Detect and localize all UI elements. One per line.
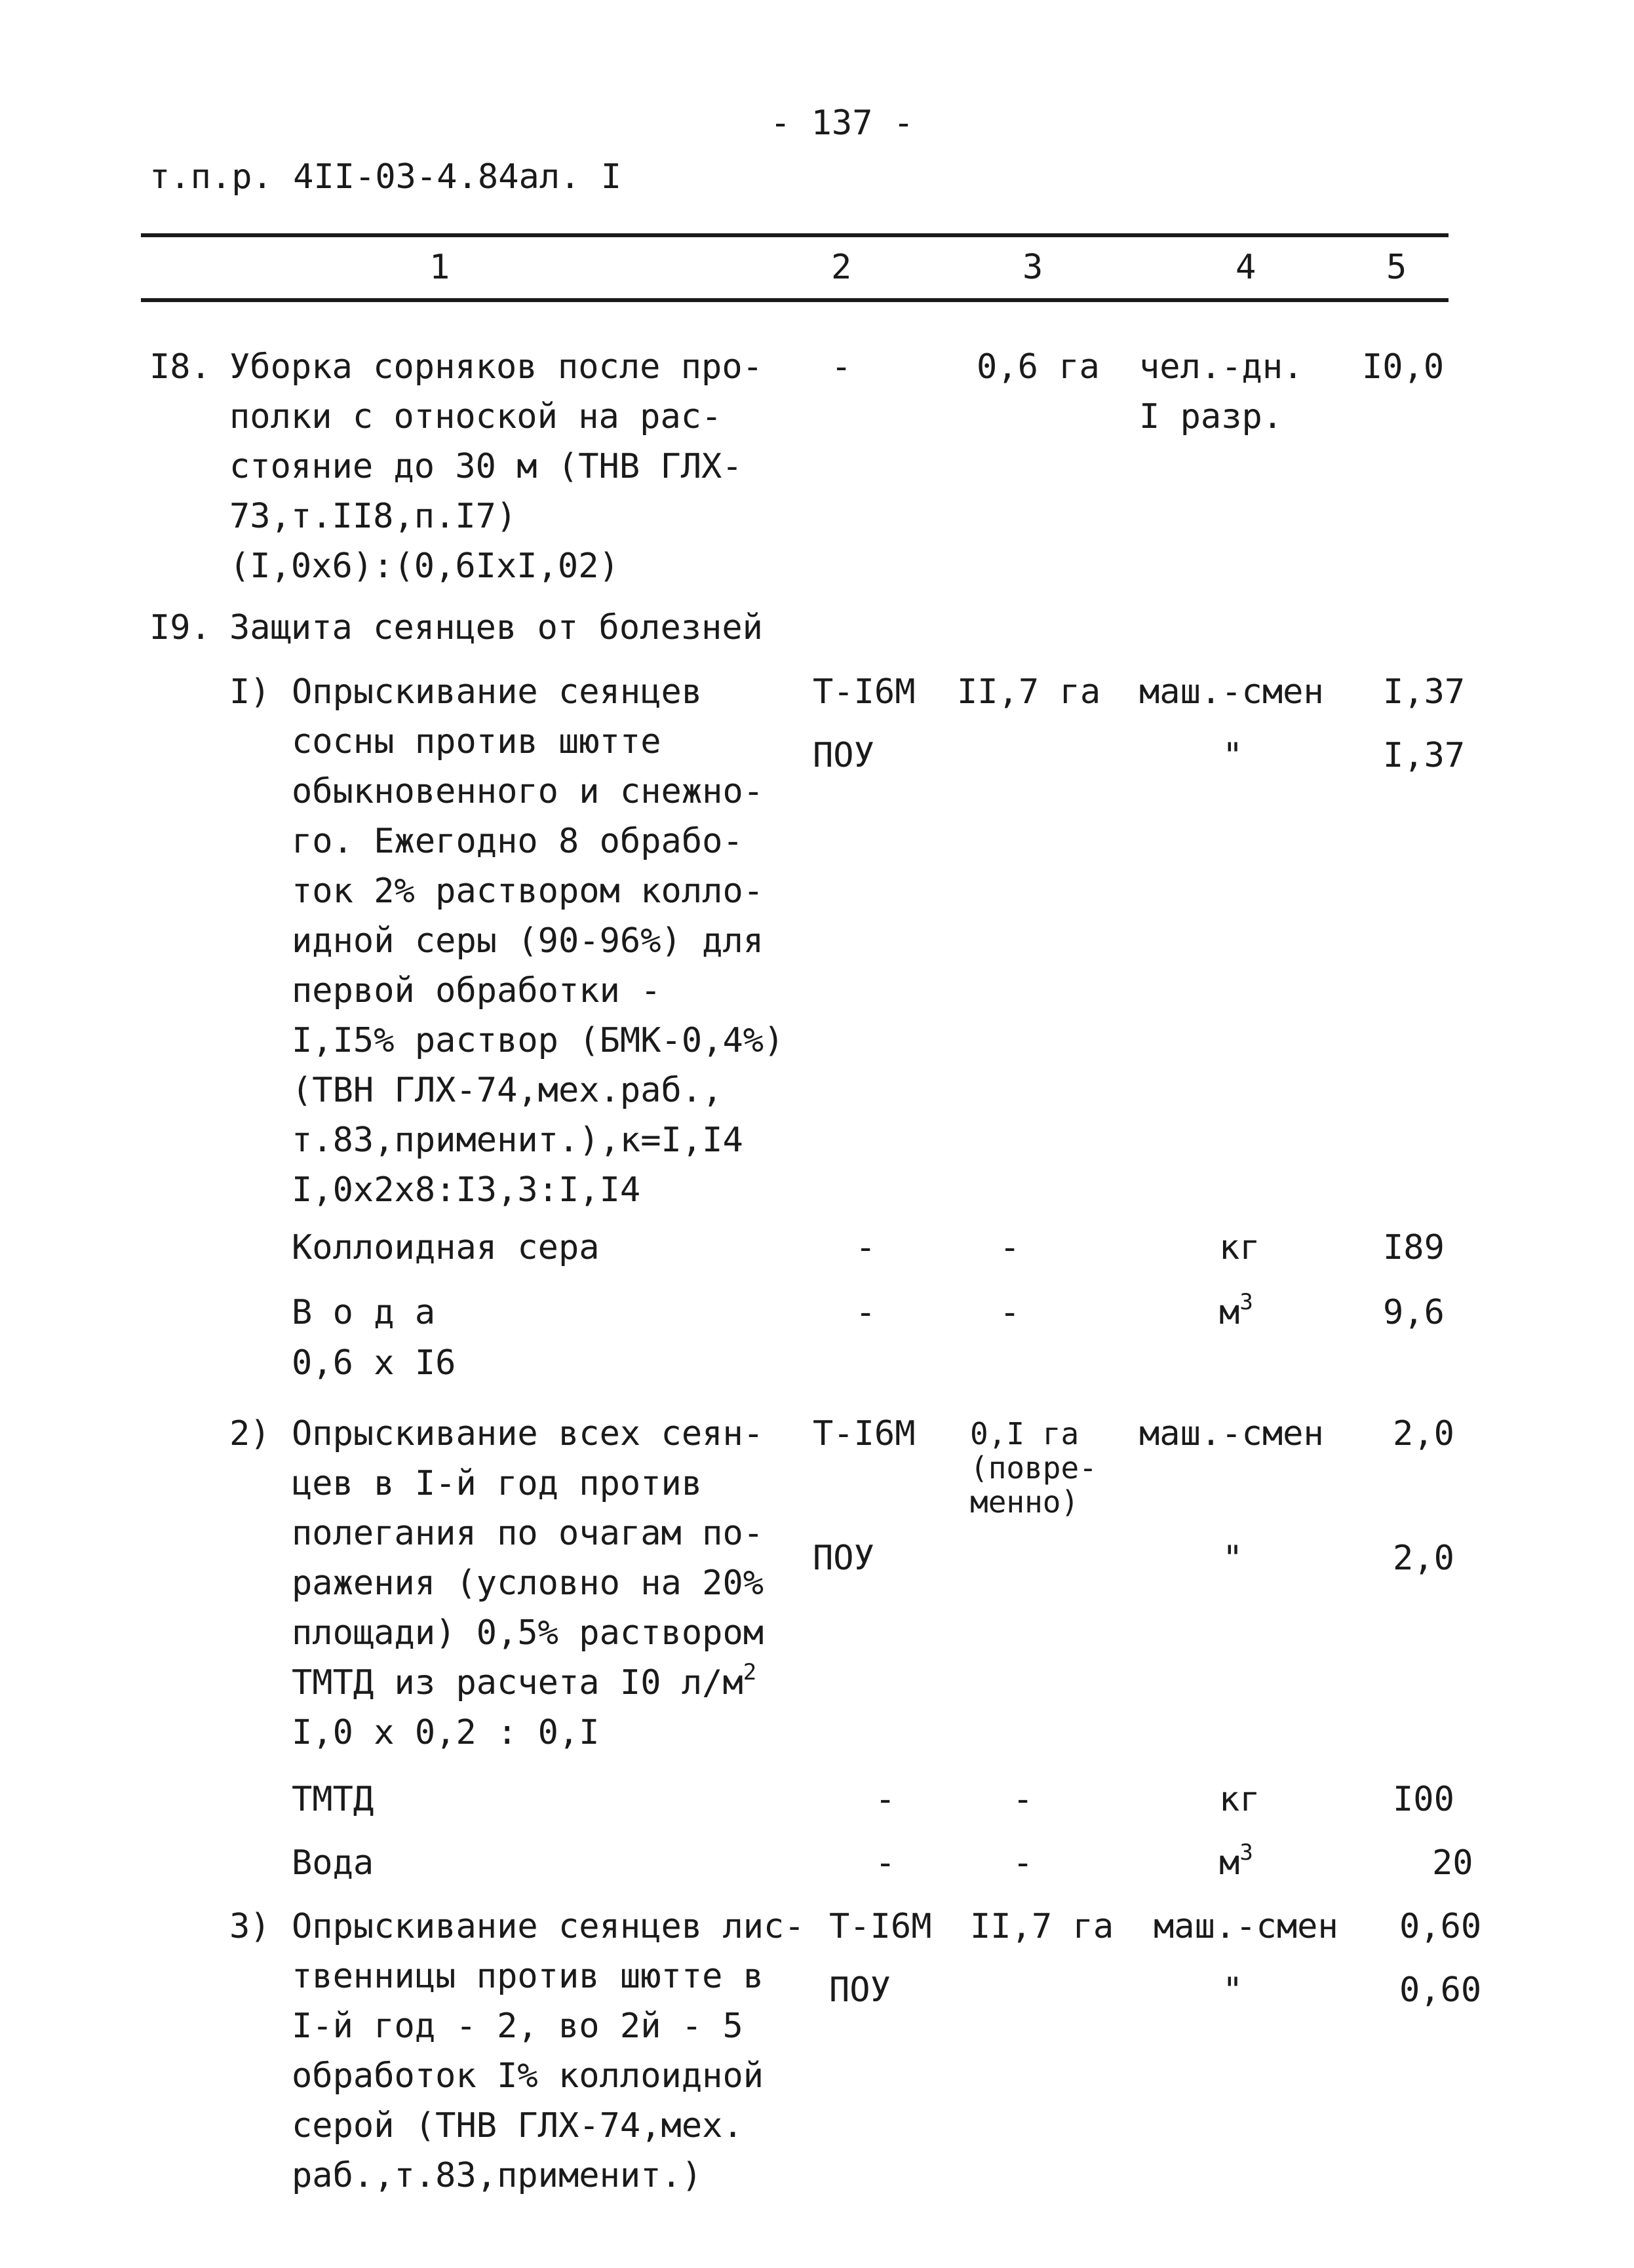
row-col3: 0,6 га: [977, 347, 1100, 387]
table-header-rule: [141, 298, 1449, 302]
unit-superscript: 3: [1239, 1839, 1253, 1866]
row-description: [292, 1409, 764, 1708]
row-number: I): [229, 672, 271, 712]
row-col4-unit: маш.-смен: [1139, 1414, 1324, 1453]
row-col4-ditto: ": [1222, 736, 1243, 775]
row-value: I00: [1393, 1780, 1454, 1819]
row-col2-machine: Т-I6М: [813, 1414, 916, 1453]
row-unit: кг: [1219, 1780, 1260, 1819]
row-col3: -: [1013, 1780, 1034, 1819]
material-label: В о д а: [292, 1293, 436, 1332]
column-header-4: 4: [1235, 248, 1256, 287]
row-col3: II,7 га: [970, 1907, 1114, 1946]
row-col5-a: I,37: [1383, 672, 1466, 712]
material-label: ТМТД: [292, 1780, 374, 1819]
row-col5-a: 2,0: [1393, 1414, 1454, 1453]
row-col2: -: [855, 1293, 876, 1332]
row-col3: -: [1000, 1228, 1021, 1267]
row-col2: -: [831, 347, 852, 387]
row-col2-equipment: ПОУ: [813, 1539, 874, 1578]
unit-base: м: [1219, 1843, 1240, 1883]
column-header-3: 3: [1022, 248, 1043, 287]
row-unit: кг: [1219, 1228, 1260, 1267]
row-col2-machine: Т-I6М: [813, 672, 916, 712]
row-col4-unit: маш.-смен: [1139, 672, 1324, 712]
row-description: Опрыскивание сеянцев лис- твенницы против шютте в I-й год - 2, во 2й - 5 обработок I% коллоидной серой (ТНВ ГЛХ-74,мех. раб.,т.83,применит.): [292, 1907, 805, 2195]
row-number: I9.: [149, 608, 211, 647]
material-label: Вода: [292, 1843, 374, 1883]
row-col5-b: 2,0: [1393, 1539, 1454, 1578]
row-number: I8.: [149, 347, 211, 387]
material-label: Коллоидная сера: [292, 1228, 600, 1267]
row-col3: 0,I га (повре- менно): [970, 1416, 1097, 1520]
unit-superscript: 3: [1239, 1289, 1253, 1315]
row-col4-ditto: ": [1222, 1970, 1243, 2010]
document-reference: т.п.р. 4II-03-4.84ал. I: [149, 157, 622, 197]
row-col5: I0,0: [1362, 347, 1445, 387]
row-col4: чел.-дн. I разр.: [1139, 347, 1304, 436]
row-unit: [1219, 1288, 1253, 1337]
row-col3: -: [1000, 1293, 1021, 1332]
row-col2: -: [875, 1780, 896, 1819]
row-description: Опрыскивание сеянцев сосны против шютте обыкновенного и снежно- го. Ежегодно 8 обрабо- ток 2% раствором колло- идной серы (90-96%) для первой обработки - I,I5% раствор (БМК-0,4%) (ТВН ГЛХ-74,мех.раб., т.83,применит.),к=I,I4 I,0x2x8:I3,3:I,I4: [292, 672, 785, 1210]
row-value: 20: [1432, 1843, 1473, 1883]
page-number: - 137 -: [770, 104, 914, 143]
row-col3: II,7 га: [957, 672, 1101, 712]
column-header-2: 2: [831, 248, 852, 287]
row-number: 3): [229, 1907, 271, 1946]
row-col4-ditto: ": [1222, 1539, 1243, 1578]
row-formula: I,0 x 0,2 : 0,I: [292, 1713, 600, 1752]
table-top-rule: [141, 233, 1449, 237]
row-col5-a: 0,60: [1399, 1907, 1482, 1946]
row-col2: -: [855, 1228, 876, 1267]
column-header-1: 1: [429, 248, 450, 287]
row-col5-b: 0,60: [1399, 1970, 1482, 2010]
row-number: 2): [229, 1414, 271, 1453]
row-col2-equipment: ПОУ: [813, 736, 874, 775]
row-col4-unit: маш.-смен: [1154, 1907, 1338, 1946]
row-value: I89: [1383, 1228, 1445, 1267]
row-col3: -: [1013, 1843, 1034, 1883]
row-col2-machine: Т-I6М: [829, 1907, 932, 1946]
row-description: Уборка сорняков после про- полки с отноской на рас- стояние до 30 м (ТНВ ГЛХ- 73,т.II8,п.I7) (I,0x6):(0,6IxI,02): [229, 347, 763, 586]
row-col2: -: [875, 1843, 896, 1883]
row-unit: [1219, 1838, 1253, 1888]
description-text: Опрыскивание всех сеян- цев в I-й год против полегания по очагам по- ражения (условно на 20% площади) 0,5% раствором ТМТД из расчета I0 л/м: [292, 1414, 764, 1702]
description-superscript: 2: [743, 1659, 757, 1685]
row-description: Защита сеянцев от болезней: [229, 608, 763, 647]
unit-base: м: [1219, 1293, 1240, 1332]
row-col2-equipment: ПОУ: [829, 1970, 891, 2010]
material-formula: 0,6 x I6: [292, 1343, 456, 1383]
row-value: 9,6: [1383, 1293, 1445, 1332]
row-col5-b: I,37: [1383, 736, 1466, 775]
column-header-5: 5: [1386, 248, 1407, 287]
